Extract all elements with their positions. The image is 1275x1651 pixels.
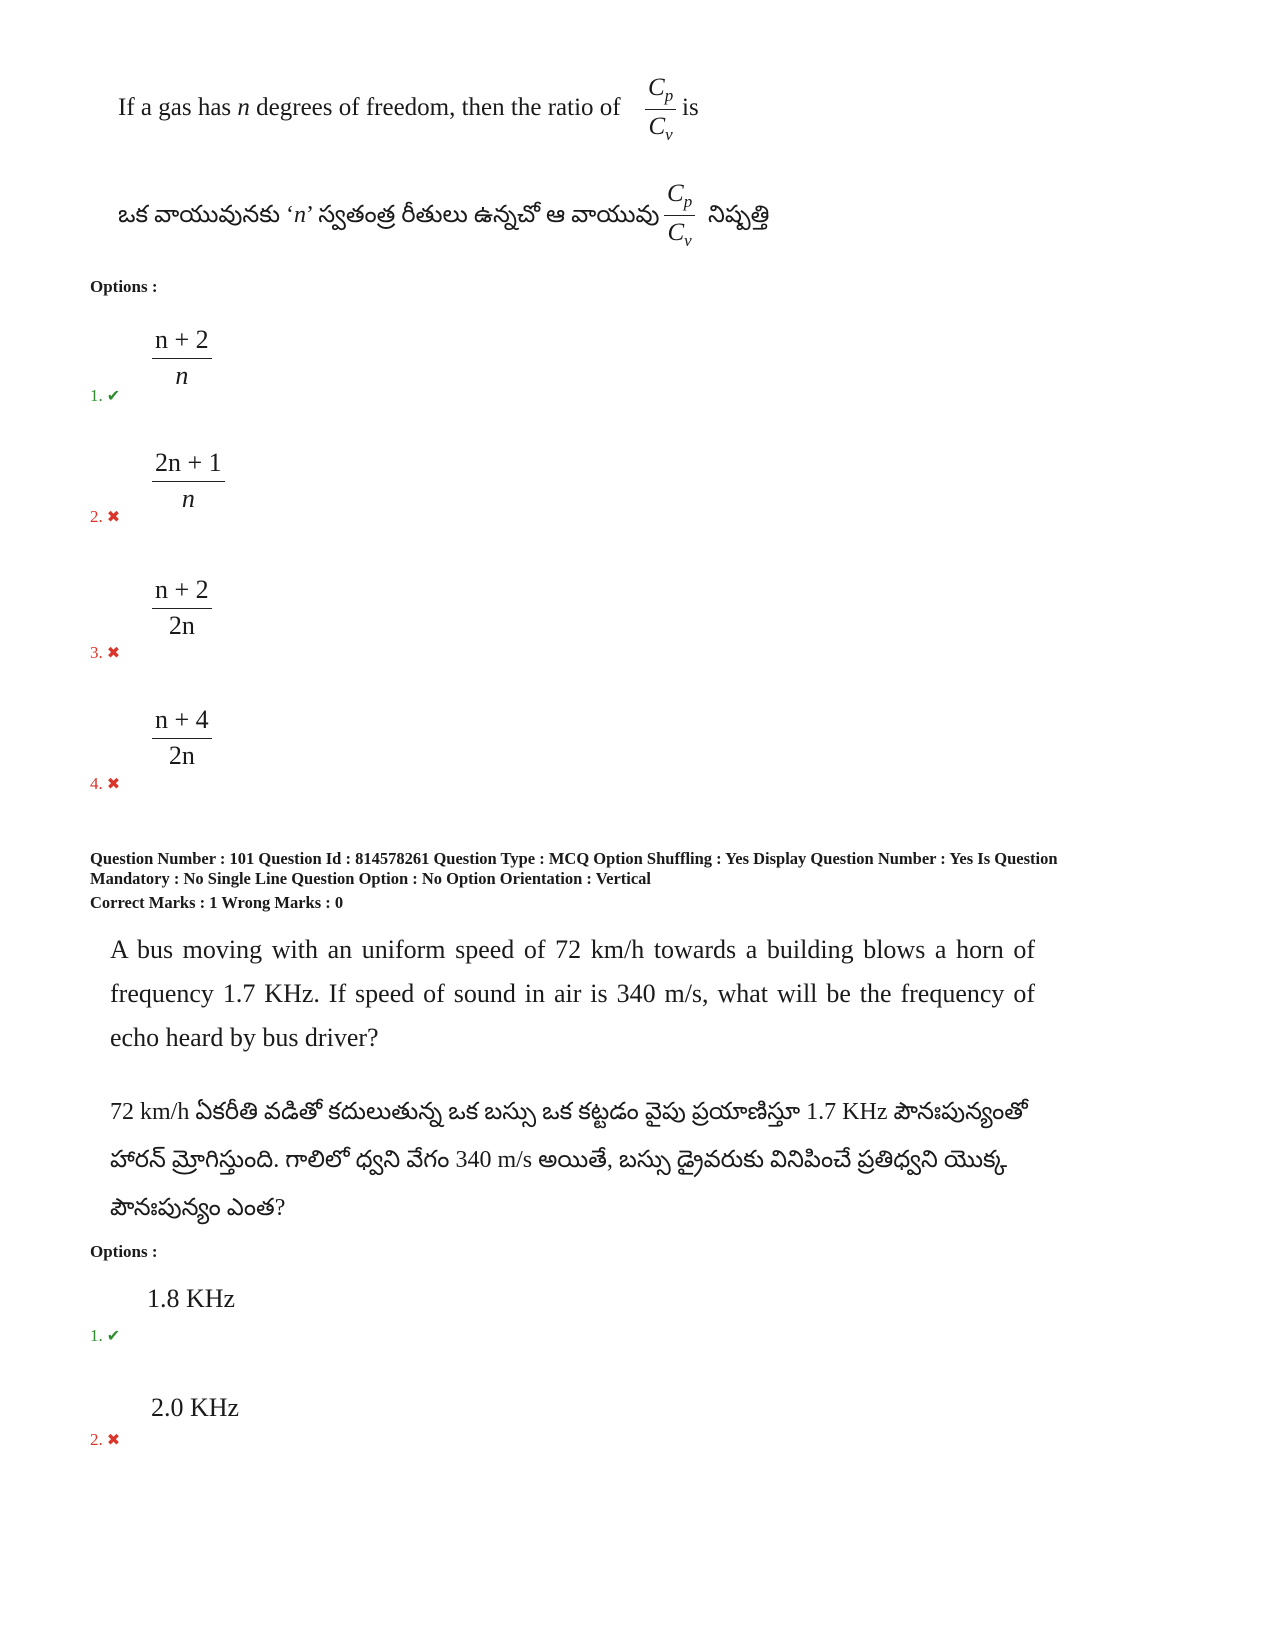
stem-line: హారన్ మ్రోగిస్తుంది. గాలిలో ధ్వని వేగం 340 m/s అయితే, బస్సు డ్రైవరుకు వినిపించే ప్రతిధ్వని యొక్క <box>110 1147 1008 1173</box>
option-2-number <box>90 1430 120 1450</box>
ratio-cp-cv <box>645 74 676 145</box>
fraction-bar <box>664 215 695 217</box>
question-stem-english <box>118 94 621 122</box>
cross-icon: ✖ <box>106 1432 121 1449</box>
stem-suffix-telugu: నిష్పత్తి <box>708 202 770 228</box>
option-index: 2. <box>90 507 103 526</box>
option-3-number <box>90 643 120 663</box>
ratio-numerator: $C_p$ <box>648 74 674 105</box>
stem-line: frequency 1.7 KHz. If speed of sound in air is 340 m/s, what will be the frequency of <box>110 979 1035 1008</box>
option-index: 1. <box>90 1326 103 1345</box>
stem-suffix: is <box>682 94 699 121</box>
cross-icon: ✖ <box>106 776 121 793</box>
option-2-number <box>90 507 120 527</box>
fraction-bar <box>152 481 225 483</box>
question-stem-telugu <box>110 1088 1035 1232</box>
option-4-fraction <box>152 706 212 771</box>
fraction-bar <box>152 358 212 360</box>
option-index: 3. <box>90 643 103 662</box>
option-1-number <box>90 386 120 406</box>
fraction-bar <box>645 109 676 111</box>
option-denominator: n <box>181 484 195 514</box>
stem-line: 72 km/h ఏకరీతి వడితో కదులుతున్న ఒక బస్సు ఒక కట్టడం వైపు ప్రయాణిస్తూ 1.7 KHz పౌనఃపున్యంతో <box>110 1099 1028 1125</box>
option-numerator: 2n + 1 <box>155 448 222 477</box>
option-denominator: n <box>175 361 189 391</box>
stem-text: ఒక వాయువునకు ‘ <box>118 202 295 228</box>
ratio-denominator: $C_v$ <box>648 113 673 145</box>
option-2-value: 2.0 KHz <box>151 1393 240 1422</box>
stem-line: A bus moving with an uniform speed of 72 km/h towards a building blows a horn of <box>110 935 1035 964</box>
fraction-bar <box>152 608 212 610</box>
option-3-fraction <box>152 576 212 641</box>
question-stem-telugu <box>118 201 659 234</box>
stem-text: ’ స్వతంత్ర రీతులు ఉన్నచో ఆ వాయువు <box>306 202 660 228</box>
option-denominator: 2n <box>168 611 195 641</box>
cross-icon: ✖ <box>106 645 121 662</box>
stem-text: degrees of freedom, then the ratio of <box>249 94 621 121</box>
option-numerator: n + 2 <box>155 575 209 604</box>
option-index: 1. <box>90 386 103 405</box>
question-meta-line-2: Mandatory : No Single Line Question Option : No Option Orientation : Vertical <box>90 869 652 888</box>
ratio-denominator: $C_v$ <box>667 219 692 251</box>
stem-variable: n <box>294 202 307 228</box>
fraction-bar <box>152 738 212 740</box>
options-label: Options : <box>90 1242 158 1261</box>
stem-text: If a gas has <box>118 94 238 121</box>
question-stem-english <box>110 928 1035 1060</box>
question-meta-line-1: Question Number : 101 Question Id : 814578261 Question Type : MCQ Option Shuffling : Yes Display Question Number : Yes Is Question <box>90 849 1058 868</box>
option-2-fraction <box>152 449 225 514</box>
option-1-number <box>90 1326 120 1346</box>
options-label: Options : <box>90 277 158 296</box>
option-index: 4. <box>90 774 103 793</box>
ratio-numerator: $C_p$ <box>667 180 693 211</box>
check-icon: ✔ <box>106 388 121 405</box>
option-1-value: 1.8 KHz <box>147 1284 236 1313</box>
marks-line: Correct Marks : 1 Wrong Marks : 0 <box>90 893 344 912</box>
check-icon: ✔ <box>106 1328 121 1345</box>
cross-icon: ✖ <box>106 509 121 526</box>
option-denominator: 2n <box>168 741 195 771</box>
option-4-number <box>90 774 120 794</box>
option-1-fraction <box>152 326 212 391</box>
option-numerator: n + 4 <box>155 705 209 734</box>
option-index: 2. <box>90 1430 103 1449</box>
stem-variable: n <box>237 94 250 121</box>
ratio-cp-cv-telugu <box>664 180 695 251</box>
stem-line: పౌనఃపున్యం ఎంత? <box>110 1195 286 1221</box>
option-numerator: n + 2 <box>155 325 209 354</box>
stem-line: echo heard by bus driver? <box>110 1023 379 1052</box>
